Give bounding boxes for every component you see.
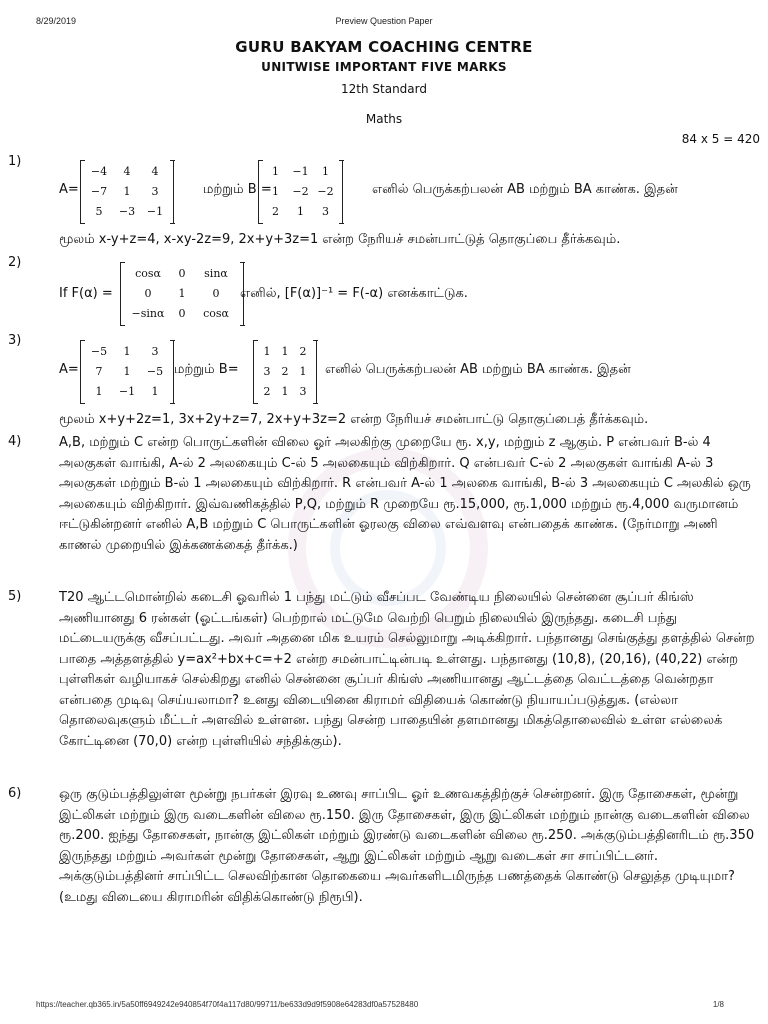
matrix-cell: 0 (212, 287, 220, 300)
matrix-b (258, 160, 343, 224)
question-number: 3) (8, 333, 22, 348)
matrix-cell: −4 (90, 165, 108, 178)
question-text: மூலம் x-y+z=4, x-xy-2z=9, 2x+y+3z=1 என்ற நேரியச் சமன்பாட்டுத் தொகுப்பை தீர்க்கவும். (59, 232, 621, 247)
matrix-cell: 1 (95, 385, 103, 398)
matrix-cell: 2 (272, 205, 279, 218)
function-label: If F(α) = (59, 286, 113, 301)
matrix-cell: 3 (263, 365, 271, 378)
matrix-cell: 2 (263, 385, 271, 398)
matrix-f (120, 262, 244, 326)
print-date: 8/29/2019 (36, 16, 77, 26)
matrix-a (80, 160, 174, 224)
matrix-cell: 5 (95, 205, 103, 218)
matrix-cell: cosα (203, 307, 229, 320)
matrix-cell: 3 (299, 385, 307, 398)
matrix-cell: 1 (299, 365, 307, 378)
matrix-cell: 1 (178, 287, 186, 300)
matrix-cell: 1 (123, 365, 131, 378)
matrix-conjunction: மற்றும் B= (174, 362, 239, 377)
question-number: 2) (8, 255, 22, 270)
matrix-cell: 7 (95, 365, 103, 378)
matrix-cell: 1 (263, 345, 271, 358)
matrix-a-label: A= (59, 362, 79, 377)
matrix-cell: 0 (178, 307, 186, 320)
matrix-cell: −1 (146, 205, 164, 218)
matrix-cell: 2 (299, 345, 307, 358)
matrix-cell: 1 (281, 345, 289, 358)
matrix-cell: 1 (151, 385, 159, 398)
matrix-cell: 1 (272, 185, 279, 198)
matrix-cell: 4 (123, 165, 131, 178)
matrix-cell: −5 (146, 365, 164, 378)
matrix-cell: −3 (118, 205, 136, 218)
page-number: 1/8 (712, 1000, 724, 1009)
question-text: T20 ஆட்டமொன்றில் கடைசி ஓவரில் 1 பந்து மட்டும் வீசப்பட வேண்டிய நிலையில் சென்னை சூப்பர் கிங்ஸ் அணியானது 6 ரன்கள் (ஓட்டங்கள்) பெற்றால் மட்டுமே வெற்றி பெறும் நிலையில் இருந்தது. கடைசி பந்து மட்டையருக்கு வீசப்பட்டது. அவர் அதனை மிக உயரம் செல்லுமாறு அடிக்கிறார். பந்தானது செங்குத்து தளத்தில் சென்ற பாதை அத்தளத்தில் y=ax²+bx+c=+2 என்ற சமன்பாட்டின்படி உள்ளது. பந்தானது (10,8), (20,16), (40,22) என்ற புள்ளிகள் வழியாகச் செல்கிறது எனில் சென்னை சூப்பர் கிங்ஸ் அணியானது ஆட்டத்தை வெட்டத்தை வென்றதா என்பதை முடிவு செய்யலாமா? உனது விடையினை கிராமர் விதியைக் கொண்டு நியாயப்படுத்துக. (எல்லா தொலைவுகளும் மீட்டர் அளவில் உள்ளன. பந்து சென்ற பாதையின் தளமானது மிகத்தொலைவில் உள்ள எல்லைக் கோட்டினை (70,0) என்ற புள்ளியில் சந்திக்கும்). (59, 590, 755, 749)
matrix-cell: 1 (281, 385, 289, 398)
matrix-cell: −1 (292, 165, 309, 178)
total-marks: 84 x 5 = 420 (681, 132, 760, 146)
question-number: 5) (8, 589, 22, 604)
matrix-cell: 3 (322, 205, 329, 218)
matrix-cell: 4 (151, 165, 159, 178)
matrix-conjunction: மற்றும் B = (203, 182, 272, 197)
question-number: 1) (8, 154, 22, 169)
question-number: 6) (8, 786, 22, 801)
matrix-cell: cosα (135, 267, 161, 280)
matrix-cell: 0 (144, 287, 152, 300)
matrix-cell: 3 (151, 345, 159, 358)
standard-label: 12th Standard (341, 82, 427, 96)
question-text: எனில் பெருக்கற்பலன் AB மற்றும் BA காண்க. இதன் (372, 182, 678, 197)
matrix-cell: −5 (90, 345, 108, 358)
question-text: எனில், [F(α)]⁻¹ = F(-α) எனக்காட்டுக. (240, 286, 468, 301)
matrix-cell: 0 (178, 267, 186, 280)
matrix-cell: −7 (90, 185, 108, 198)
matrix-cell: 1 (123, 185, 131, 198)
matrix-cell: 1 (123, 345, 131, 358)
print-header-title: Preview Question Paper (335, 16, 433, 26)
question-text: ஒரு குடும்பத்திலுள்ள மூன்று நபர்கள் இரவு உணவு சாப்பிட ஓர் உணவகத்திற்குச் சென்றனர். இரு தோசைகள், மூன்று இட்லிகள் மற்றும் இரு வடைகளின் விலை ரூ.150. இரு தோசைகள், இரு இட்லிகள் மற்றும் நான்கு வடைகளின் விலை ரூ.200. ஐந்து தோசைகள், நான்கு இட்லிகள் மற்றும் இரண்டு வடைகளின் விலை ரூ.250. அக்குடும்பத்தினரிடம் ரூ.350 இருந்தது மற்றும் அவர்கள் மூன்று தோசைகள், ஆறு இட்லிகள் மற்றும் ஆறு வடைகள் சா சாப்பிட்டனர். அக்குடும்பத்தினர் சாப்பிட்ட செலவிற்கான தொகையை அவர்களிடமிருந்த பணத்தைக் கொண்டு செலுத்த முடியுமா? (உமது விடையை கிராமரின் விதிக்கொண்டு நிரூபி). (59, 787, 755, 905)
question-text: A,B, மற்றும் C என்ற பொருட்களின் விலை ஓர் அலகிற்கு முறையே ரூ. x,y, மற்றும் z ஆகும். P என்பவர் B-ல் 4 அலகுகள் வாங்கி, A-ல் 2 அலகையும் C-ல் 5 அலகையும் விற்கிறார். Q என்பவர் C-ல் 2 அலகுகள் வாங்கி A-ல் 3 அலகுகள் மற்றும் B-ல் 1 அலகையும் விற்கிறார். R என்பவர் A-ல் 1 அலகை வாங்கி, B-ல் 3 அலகையும் C அலகில் ஒரு அலகையும் விற்கிறார். இவ்வணிகத்தில் P,Q, மற்றும் R முறையே ரூ.15,000, ரூ.1,000 மற்றும் ரூ.4,000 வருமானம் ஈட்டுகின்றனர் எனில் A,B மற்றும் C பொருட்களின் ஓரலகு விலை எவ்வளவு என்பதைக் காண்க. (நேர்மாறு அணி காணல் முறையில் இக்கணக்கைத் தீர்க்க.) (59, 435, 751, 553)
question-text: மூலம் x+y+2z=1, 3x+2y+z=7, 2x+y+3z=2 என்ற நேரியச் சமன்பாட்டு தொகுப்பைத் தீர்க்கவும். (59, 412, 649, 427)
page-subtitle: UNITWISE IMPORTANT FIVE MARKS (261, 60, 507, 74)
matrix-cell: 3 (151, 185, 159, 198)
subject-label: Maths (365, 112, 403, 126)
matrix-cell: sinα (204, 267, 228, 280)
matrix-a-label: A= (59, 182, 79, 197)
question-number: 4) (8, 434, 22, 449)
matrix-cell: 1 (322, 165, 329, 178)
matrix-cell: −2 (317, 185, 334, 198)
page-title: GURU BAKYAM COACHING CENTRE (235, 38, 533, 56)
matrix-a (80, 340, 174, 404)
footer-url: https://teacher.qb365.in/5a50ff6949242e940854f70f4a117d80/99711/be633d9d9f5908e64283df0a57528480 (36, 1000, 419, 1009)
matrix-b (253, 340, 317, 404)
matrix-cell: 1 (272, 165, 279, 178)
matrix-cell: 1 (297, 205, 304, 218)
matrix-cell: −sinα (131, 307, 165, 320)
question-text: எனில் பெருக்கற்பலன் AB மற்றும் BA காண்க. இதன் (325, 362, 631, 377)
matrix-cell: −2 (292, 185, 309, 198)
matrix-cell: −1 (118, 385, 136, 398)
matrix-cell: 2 (281, 365, 289, 378)
